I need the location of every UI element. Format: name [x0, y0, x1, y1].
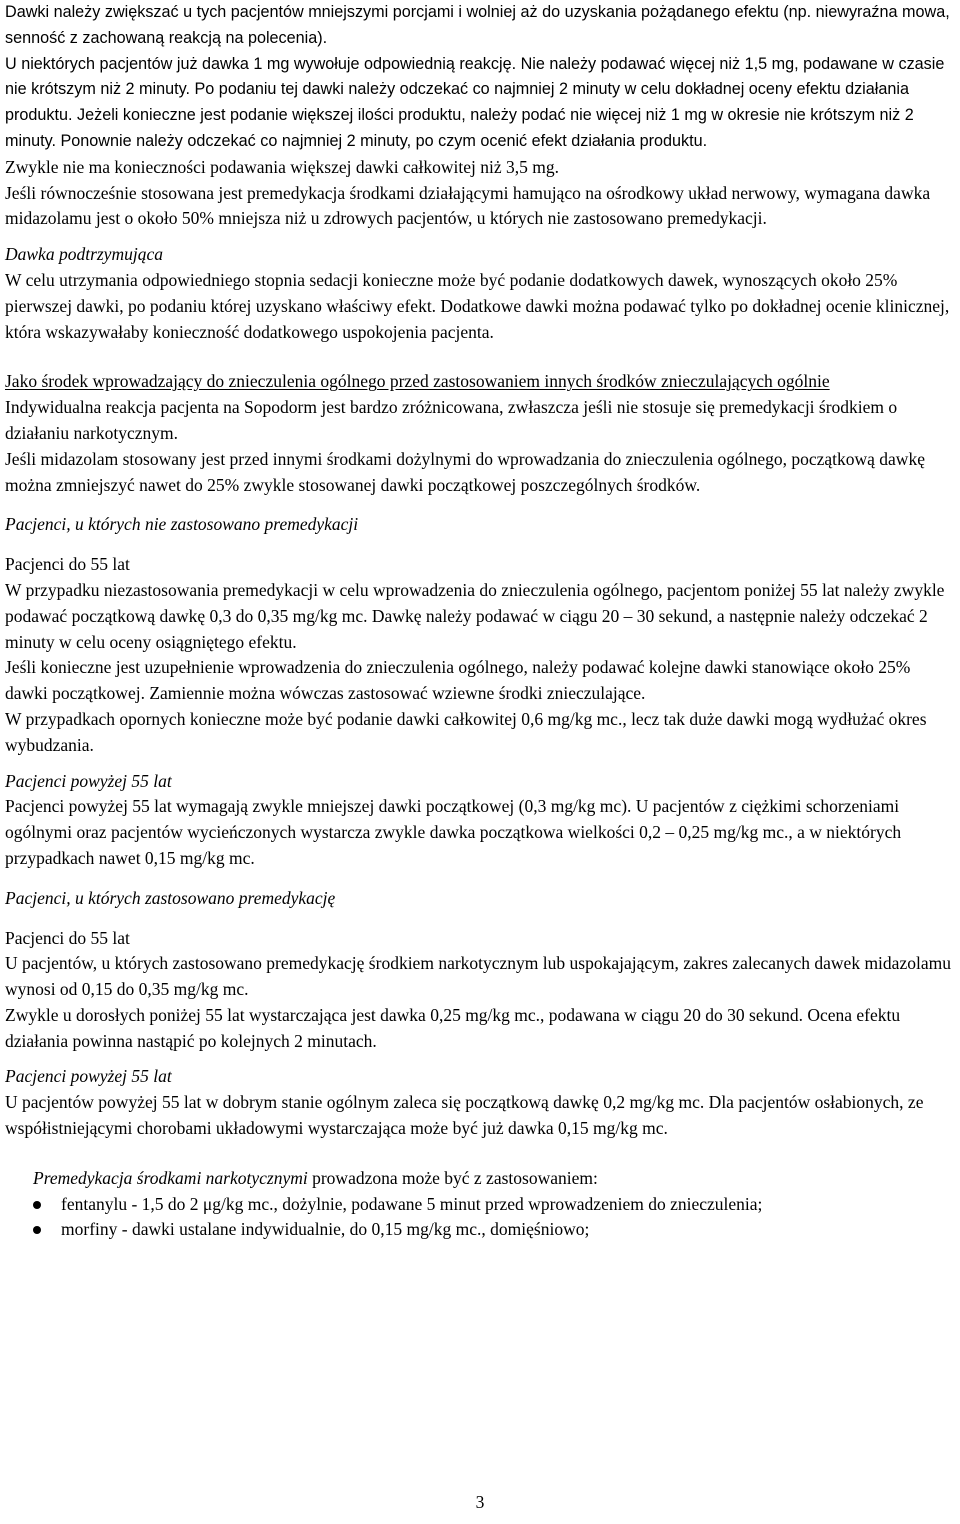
paragraph-intro — [5, 0, 955, 155]
intro-text: Dawki należy zwiększać u tych pacjentów mniejszymi porcjami i wolniej aż do uzyskania pożądanego efektu (np. niewyraźna mowa, senność z zachowaną reakcją na polecenia). — [5, 3, 950, 47]
intro2-b: Nie należy podawać więcej niż 1,5 mg, podawane w czasie nie krótszym niż 2 minuty. — [5, 54, 945, 99]
paragraph-under55-a2: Jeśli konieczne jest uzupełnienie wprowadzenia do znieczulenia ogólnego, należy podawać kolejne dawki stanowiące około 25% dawki początkowej. Zamiennie można wówczas zastosować wziewne środki znieczulające. — [5, 657, 911, 704]
paragraph-under55-a1: W przypadku niezastosowania premedykacji w celu wprowadzenia do znieczulenia ogólnego, pacjentom poniżej 55 lat należy zwykle podawać początkową dawkę 0,3 do 0,35 mg/kg mc. Dawkę należy podawać w ciągu 20 – 30 sekund, a następnie należy odczekać 2 minuty w celu oceny osiągniętego efektu. — [5, 579, 945, 652]
list-item-text: morfiny - dawki ustalane indywidualnie, do 0,15 mg/kg mc., domięśniowo; — [61, 1219, 590, 1240]
heading-with-premed: Pacjenci, u których zastosowano premedykację — [5, 887, 336, 908]
paragraph-over55-a: Pacjenci powyżej 55 lat wymagają zwykle mniejszej dawki początkowej (0,3 mg/kg mc). U pacjentów z ciężkimi schorzeniami ogólnymi oraz pacjentów wycieńczonych wystarcza zwykle dawka początkowa wielkości 0,2 – 0,25 mg/kg mc., a w niektórych przypadkach nawet 0,15 mg/kg mc. — [5, 796, 902, 868]
paragraph-induction-2: Jeśli midazolam stosowany jest przed innymi środkami dożylnymi do wprowadzania do znieczulenia ogólnego, początkową dawkę można zmniejszyć nawet do 25% zwykle stosowanej dawki początkowej poszczególnych środków. — [5, 448, 925, 495]
narcotic-premed-rest: prowadzona może być z zastosowaniem: — [307, 1167, 598, 1188]
list-item — [5, 1217, 955, 1243]
heading-over55-b: Pacjenci powyżej 55 lat — [5, 1066, 172, 1087]
heading-maintenance: Dawka podtrzymująca — [5, 244, 163, 265]
paragraph-under55-b1: U pacjentów, u których zastosowano premedykację środkiem narkotycznym lub uspokajającym, zakres zalecanych dawek midazolamu wynosi od 0,15 do 0,35 mg/kg mc. — [5, 953, 951, 1000]
document-page — [5, 0, 955, 1243]
list-item — [5, 1192, 955, 1218]
page-number: 3 — [475, 1492, 485, 1512]
intro2-d: Jeżeli konieczne jest podanie większej ilości produktu, należy podać nie więcej niż 1 mg w okresie nie krótszym niż 2 minuty. — [5, 106, 914, 150]
heading-over55-a: Pacjenci powyżej 55 lat — [5, 770, 172, 791]
narcotic-premed-italic: Premedykacja środkami narkotycznymi — [33, 1167, 308, 1188]
paragraph-under55-a3: W przypadkach opornych konieczne może być podanie dawki całkowitej 0,6 mg/kg mc., lecz tak duże dawki mogą wydłużać okres wybudzania. — [5, 708, 927, 755]
paragraph-narcotic-premed — [5, 1166, 955, 1192]
bullet-list — [5, 1192, 955, 1244]
paragraph-under55-b2: Zwykle u dorosłych poniżej 55 lat wystarczająca jest dawka 0,25 mg/kg mc., podawana w ciągu 20 do 30 sekund. Ocena efektu działania powinna nastąpić po kolejnych 2 minutach. — [5, 1004, 901, 1051]
intro2-e: Ponownie należy odczekać co najmniej 2 minuty, po czym ocenić efekt działania produktu. — [55, 131, 708, 150]
paragraph-induction-1: Indywidualna reakcja pacjenta na Sopodorm jest bardzo zróżnicowana, zwłaszcza jeśli nie stosuje się premedykacji środkiem o działaniu narkotycznym. — [5, 397, 898, 443]
intro2-a: U niektórych pacjentów już dawka 1 mg wywołuje odpowiednią reakcję. — [5, 54, 517, 73]
paragraph-max-dose: Zwykle nie ma konieczności podawania większej dawki całkowitej niż 3,5 mg. — [5, 156, 559, 177]
bullet-icon — [33, 1201, 41, 1209]
bullet-icon — [33, 1226, 41, 1234]
paragraph-premed-note: Jeśli równocześnie stosowana jest premedykacja środkami działającymi hamująco na ośrodkowy układ nerwowy, wymagana dawka midazolamu jest o około 50% mniejsza niż u zdrowych pacjentów, u których nie zastosowano premedykacji. — [5, 182, 931, 229]
heading-under55-b: Pacjenci do 55 lat — [5, 927, 130, 948]
heading-under55-a: Pacjenci do 55 lat — [5, 554, 130, 575]
list-item-text: fentanylu - 1,5 do 2 μg/kg mc., dożylnie, podawane 5 minut przed wprowadzeniem do znieczulenia; — [61, 1193, 763, 1214]
heading-no-premed: Pacjenci, u których nie zastosowano premedykacji — [5, 514, 359, 535]
paragraph-over55-b: U pacjentów powyżej 55 lat w dobrym stanie ogólnym zaleca się początkową dawkę 0,2 mg/kg mc. Dla pacjentów osłabionych, ze współistniejącymi chorobami układowymi wystarczająca może być już dawka 0,15 mg/kg mc. — [5, 1092, 924, 1139]
intro2-c: Po podaniu tej dawki należy odczekać co najmniej 2 minuty w celu dokładnej oceny efektu działania produktu. — [5, 80, 909, 125]
heading-induction: Jako środek wprowadzający do znieczulenia ogólnego przed zastosowaniem innych środków znieczulających ogólnie — [5, 371, 830, 392]
paragraph-maintenance: W celu utrzymania odpowiedniego stopnia sedacji konieczne może być podanie dodatkowych dawek, wynoszących około 25% pierwszej dawki, po podaniu której uzyskano właściwy efekt. Dodatkowe dawki można podawać tylko po dokładnej ocenie klinicznej, która wskazywałaby konieczność dodatkowego uspokojenia pacjenta. — [5, 269, 950, 342]
